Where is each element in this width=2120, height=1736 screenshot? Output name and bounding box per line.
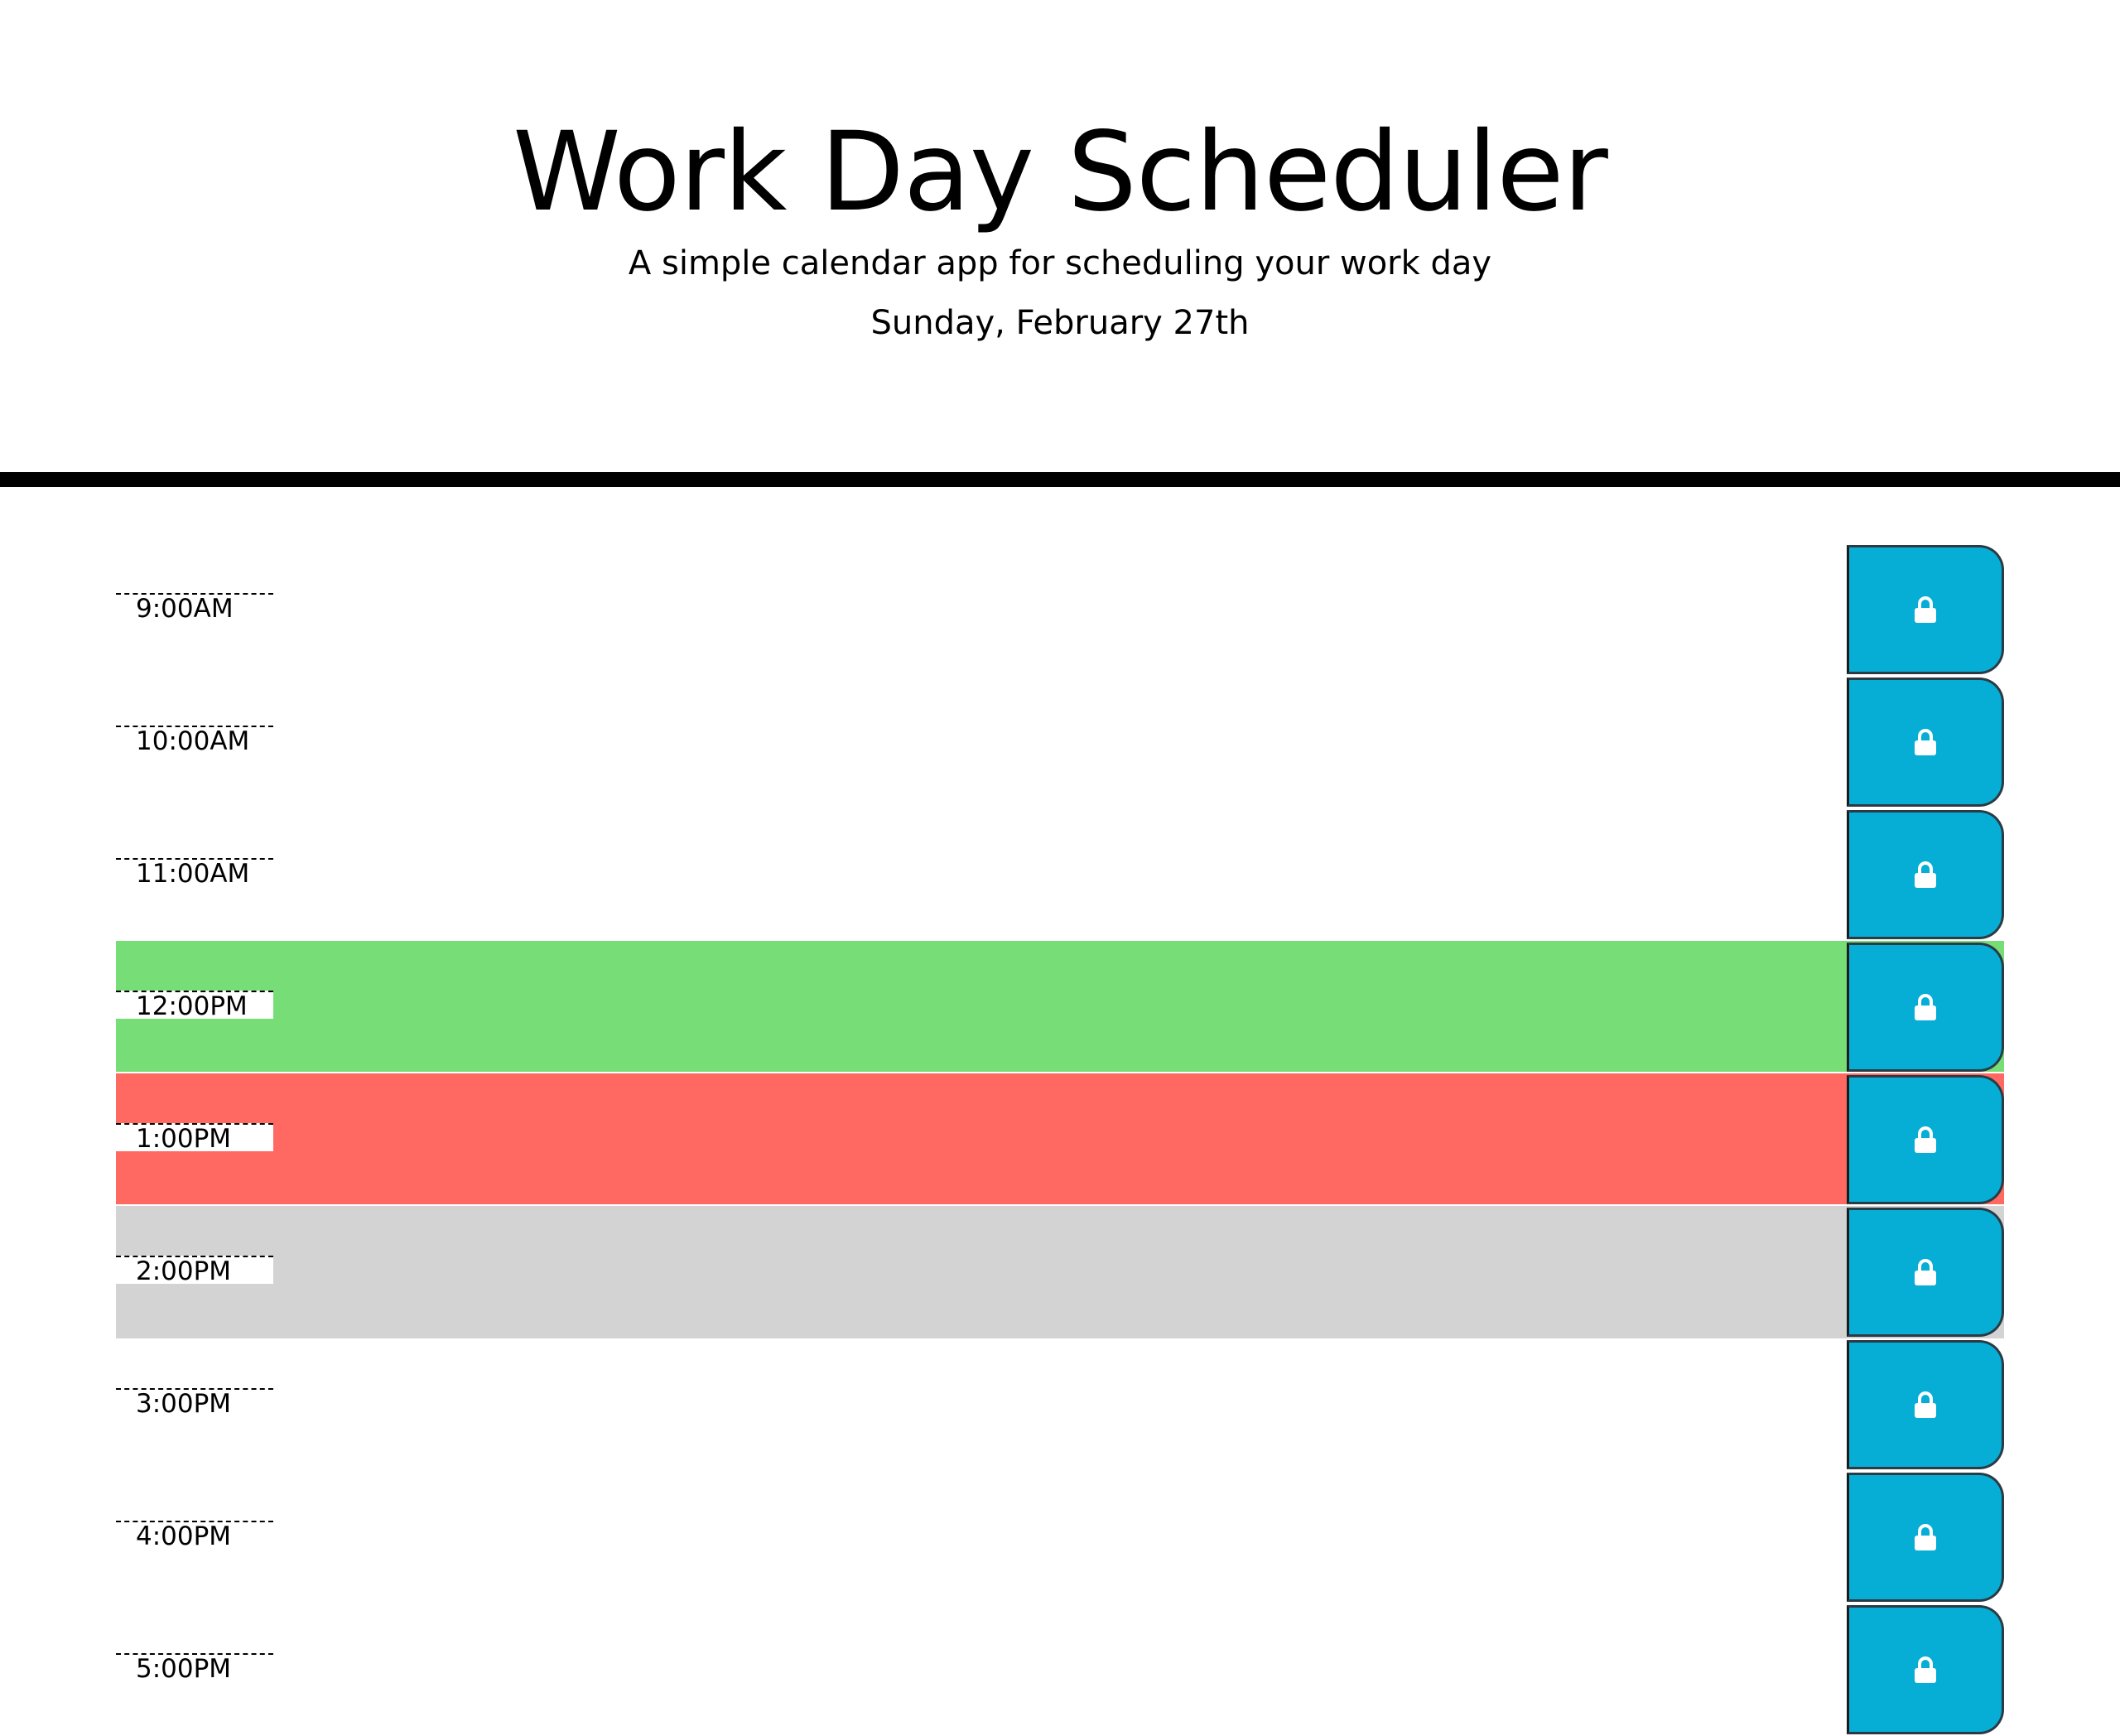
time-block-9am — [116, 543, 2004, 676]
current-day: Sunday, February 27th — [870, 304, 1250, 342]
lock-icon — [1914, 993, 1937, 1021]
hour-label: 10:00AM — [116, 726, 273, 754]
description-input[interactable] — [273, 941, 1963, 1073]
description-input[interactable] — [273, 1603, 1963, 1736]
hour-label: 5:00PM — [116, 1653, 273, 1681]
description-input[interactable] — [273, 808, 1963, 941]
lock-icon — [1914, 1258, 1937, 1286]
time-block-10am — [116, 676, 2004, 808]
save-button[interactable] — [1847, 1075, 2004, 1204]
description-input[interactable] — [273, 1073, 1963, 1206]
lock-icon — [1914, 1523, 1937, 1551]
hour-label: 12:00PM — [116, 991, 273, 1019]
time-block-1pm — [116, 1073, 2004, 1206]
lock-icon — [1914, 861, 1937, 889]
hour-label: 3:00PM — [116, 1388, 273, 1416]
save-button[interactable] — [1847, 943, 2004, 1072]
time-block-4pm — [116, 1471, 2004, 1603]
page-title: Work Day Scheduler — [513, 108, 1607, 236]
description-input[interactable] — [273, 1206, 1963, 1338]
schedule-container — [116, 543, 2004, 1736]
save-button[interactable] — [1847, 1605, 2004, 1734]
page-subtitle: A simple calendar app for scheduling your work day — [628, 244, 1492, 282]
hour-label: 11:00AM — [116, 858, 273, 886]
description-input[interactable] — [273, 1338, 1963, 1471]
save-button[interactable] — [1847, 1473, 2004, 1602]
hour-label: 4:00PM — [116, 1521, 273, 1549]
time-block-12pm — [116, 941, 2004, 1073]
save-button[interactable] — [1847, 545, 2004, 674]
time-block-2pm — [116, 1206, 2004, 1338]
save-button[interactable] — [1847, 1340, 2004, 1469]
description-input[interactable] — [273, 676, 1963, 808]
save-button[interactable] — [1847, 1208, 2004, 1337]
time-block-11am — [116, 808, 2004, 941]
time-block-3pm — [116, 1338, 2004, 1471]
hour-label: 2:00PM — [116, 1256, 273, 1284]
description-input[interactable] — [273, 543, 1963, 676]
save-button[interactable] — [1847, 678, 2004, 807]
header — [0, 0, 2120, 487]
lock-icon — [1914, 596, 1937, 624]
lock-icon — [1914, 1391, 1937, 1419]
save-button[interactable] — [1847, 810, 2004, 939]
lock-icon — [1914, 1126, 1937, 1154]
description-input[interactable] — [273, 1471, 1963, 1603]
hour-label: 9:00AM — [116, 593, 273, 621]
hour-label: 1:00PM — [116, 1123, 273, 1151]
time-block-5pm — [116, 1603, 2004, 1736]
lock-icon — [1914, 1656, 1937, 1684]
lock-icon — [1914, 728, 1937, 756]
